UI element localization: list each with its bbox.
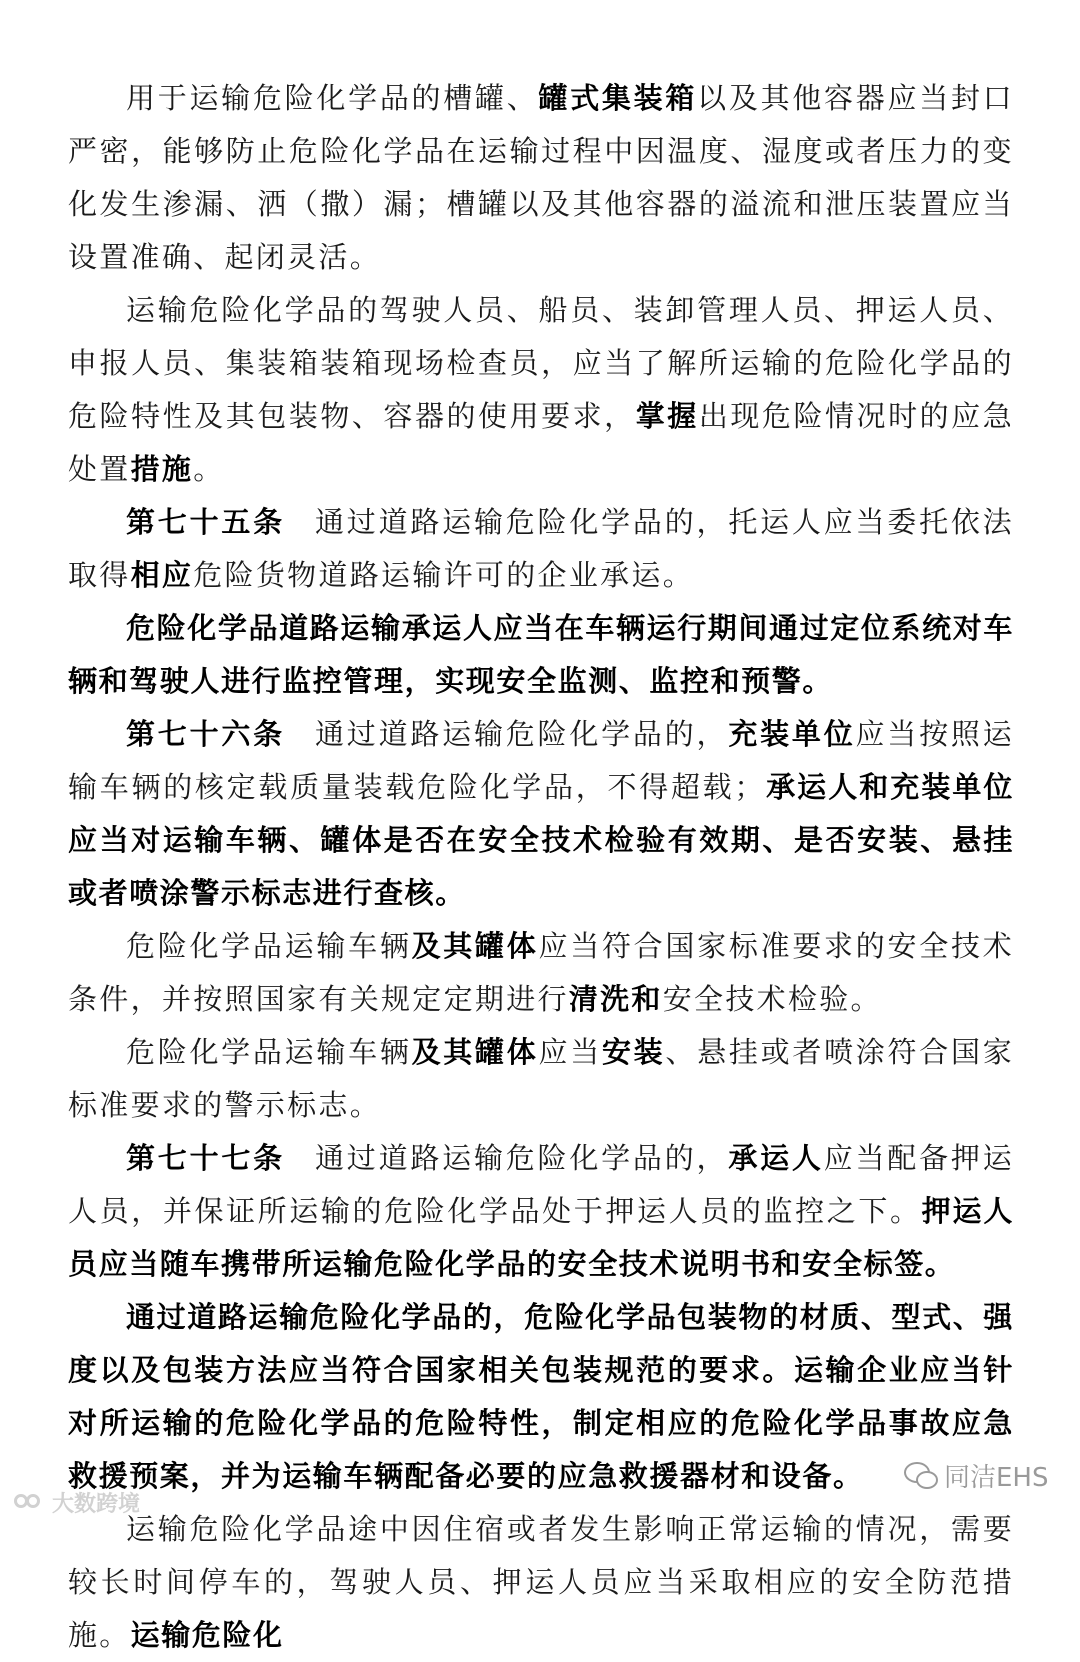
article-number: 第七十六条: [126, 717, 285, 751]
text-segment: 运输危险化学品的驾驶人员、船员、装卸管理人员、押运人员、申报人员、集装箱装箱现场检查员，应当了解所运输的危险化学品的危险特性及其包装物、容器的使用要求，: [68, 293, 1014, 433]
text-segment: 危险化学品运输车辆: [126, 1035, 412, 1069]
text-segment: 运输危险化学品途中因住宿或者发生影响正常运输的情况，需要较长时间停车的，驾驶人员、押运人员应当采取相应的安全防范措施。: [68, 1512, 1014, 1652]
wechat-icon: [904, 1460, 938, 1490]
article-paragraph: [68, 496, 1014, 602]
body-paragraph: [68, 1291, 1014, 1503]
emphasized-text: 及其罐体: [411, 1035, 539, 1069]
text-segment: 通过道路运输危险化学品的，: [314, 717, 729, 751]
emphasized-text: 罐式集装箱: [538, 81, 698, 115]
emphasized-text: 及其罐体: [411, 929, 539, 963]
emphasized-text: 相应: [130, 558, 194, 592]
watermark-wechat-account: [904, 1455, 1048, 1495]
article-paragraph: [68, 1132, 1014, 1291]
text-segment: 应当配备押运人员，并保证所运输的危险化学品处于押运人员的监控之下。: [68, 1141, 1014, 1228]
text-segment: 安全技术检验。: [662, 982, 882, 1016]
body-paragraph: [68, 284, 1014, 496]
emphasized-text: 押运人员应当随车携带所运输危险化学品的安全技术说明书和安全标签。: [68, 1194, 1014, 1281]
text-segment: 、悬挂或者喷涂符合国家标准要求的警示标志。: [68, 1035, 1015, 1122]
text-segment: 通过道路运输危险化学品的，: [314, 1141, 729, 1175]
emphasized-text: 运输危险化: [130, 1618, 284, 1652]
article-number: 第七十七条: [126, 1141, 285, 1175]
text-segment: 应当符合国家标准要求的安全技术条件，并按照国家有关规定定期进行: [68, 929, 1014, 1016]
dashujiajing-logo-icon: [14, 1491, 44, 1513]
document-body: [68, 72, 1014, 1662]
text-segment: 应当: [538, 1035, 602, 1069]
watermark-left-text: 大数跨境: [52, 1491, 141, 1517]
article-paragraph: [68, 708, 1014, 920]
body-paragraph: [68, 72, 1014, 284]
body-paragraph: [68, 1026, 1014, 1132]
emphasized-text: 承运人和充装单位应当对运输车辆、罐体是否在安全技术检验有效期、是否安装、悬挂或者喷涂警示标志进行查核。: [68, 770, 1014, 910]
article-number: 第七十五条: [126, 505, 285, 539]
watermark-right-text: 同洁EHS: [944, 1462, 1049, 1493]
text-segment: 。: [193, 452, 225, 486]
emphasized-text: 充装单位: [728, 717, 856, 751]
emphasized-text: 危险化学品道路运输承运人应当在车辆运行期间通过定位系统对车辆和驾驶人进行监控管理，实现安全监测、监控和预警。: [68, 611, 1014, 698]
watermark-dashujiajing: [14, 1487, 140, 1517]
emphasized-text: 掌握: [635, 399, 699, 433]
emphasized-text: 措施: [130, 452, 194, 486]
text-segment: 用于运输危险化学品的槽罐、: [126, 81, 539, 115]
text-segment: 以及其他容器应当封口严密，能够防止危险化学品在运输过程中因温度、湿度或者压力的变化发生渗漏、洒（撒）漏；槽罐以及其他容器的溢流和泄压装置应当设置准确、起闭灵活。: [68, 81, 1014, 274]
text-segment: 应当按照运输车辆的核定载质量装载危险化学品，不得超载；: [68, 717, 1014, 804]
emphasized-text: 安装: [601, 1035, 666, 1069]
text-segment: 危险化学品运输车辆: [126, 929, 412, 963]
emphasized-text: 清洗和: [568, 982, 663, 1016]
emphasized-text: 通过道路运输危险化学品的，危险化学品包装物的材质、型式、强度以及包装方法应当符合国家相关包装规范的要求。运输企业应当针对所运输的危险化学品的危险特性，制定相应的危险化学品事故应急救援预案，并为运输车辆配备必要的应急救援器材和设备。: [68, 1300, 1014, 1493]
body-paragraph: [68, 920, 1014, 1026]
body-paragraph: [68, 602, 1014, 708]
text-segment: 危险货物道路运输许可的企业承运。: [193, 558, 695, 592]
text-segment: 通过道路运输危险化学品的，托运人应当委托依法取得: [68, 505, 1014, 592]
text-segment: 出现危险情况时的应急处置: [68, 399, 1014, 486]
emphasized-text: 承运人: [728, 1141, 824, 1175]
